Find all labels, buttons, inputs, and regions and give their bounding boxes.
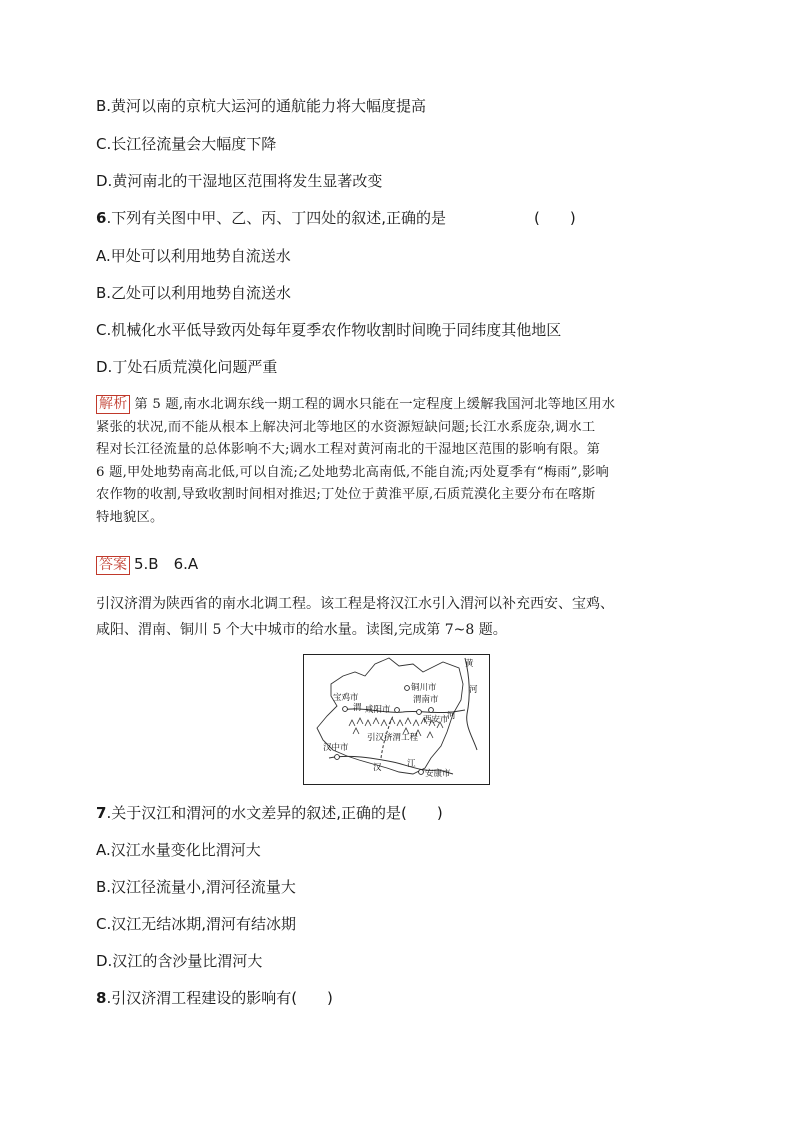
q7-option-b: B.汉江径流量小,渭河径流量大: [96, 878, 296, 896]
q6-option-a: A.甲处可以利用地势自流送水: [96, 247, 291, 265]
q6-stem: .下列有关图中甲、乙、丙、丁四处的叙述,正确的是: [106, 209, 446, 227]
analysis-line: 6 题,甲处地势南高北低,可以自流;乙处地势北高南低,不能自流;丙处夏季有“梅雨”,影响: [96, 464, 610, 480]
map-label-huang: 黄: [465, 659, 474, 669]
q7-number: 7: [96, 804, 107, 822]
intro-line-2: 咸阳、渭南、铜川 5 个大中城市的给水量。读图,完成第 7~8 题。: [96, 622, 507, 638]
q5-option-c: C.长江径流量会大幅度下降: [96, 135, 277, 153]
answer-tag: 答案: [96, 556, 130, 575]
q7-option-c: C.汉江无结冰期,渭河有结冰期: [96, 915, 297, 933]
answer-line: [96, 554, 198, 575]
weinan-marker: [429, 708, 434, 713]
map-label-wei: 渭: [353, 703, 362, 713]
xian-marker: [417, 710, 422, 715]
q5-option-b: B.黄河以南的京杭大运河的通航能力将大幅度提高: [96, 97, 427, 115]
map-label-he1: 河: [469, 685, 478, 695]
analysis-line: 解析 第 5 题,南水北调东线一期工程的调水只能在一定程度上缓解我国河北等地区用水: [96, 394, 700, 417]
q7-stem: .关于汉江和渭河的水文差异的叙述,正确的是( ): [106, 804, 443, 822]
q6-option-b: B.乙处可以利用地势自流送水: [96, 284, 292, 302]
map-label-ankang: 安康市: [425, 769, 451, 779]
q6-option-d: D.丁处石质荒漠化问题严重: [96, 358, 278, 376]
q7-option-a: A.汉江水量变化比渭河大: [96, 841, 261, 859]
analysis-line: 特地貌区。: [96, 509, 164, 525]
hanzhong-marker: [335, 755, 340, 760]
map-label-he2: 河: [447, 711, 456, 721]
q6-number: 6: [96, 209, 107, 227]
analysis-line: 农作物的收割,导致收割时间相对推迟;丁处位于黄淮平原,石质荒漠化主要分布在喀斯: [96, 487, 596, 502]
q5-option-d: D.黄河南北的干湿地区范围将发生显著改变: [96, 172, 383, 190]
map-label-han: 汉: [373, 763, 382, 773]
map-frame: [304, 655, 490, 785]
q6-answer-blank: ( ): [534, 209, 576, 227]
answer-text: 5.B 6.A: [134, 555, 199, 573]
map-label-baoji: 宝鸡市: [333, 693, 359, 703]
intro-line-1: 引汉济渭为陕西省的南水北调工程。该工程是将汉江水引入渭河以补充西安、宝鸡、: [96, 596, 614, 612]
analysis-line: 程对长江径流量的总体影响不大;调水工程对黄河南北的干湿地区范围的影响有限。第: [96, 442, 601, 457]
map-label-weinan: 渭南市: [413, 695, 439, 705]
tongchuan-marker: [405, 686, 410, 691]
q8-stem-line: [96, 988, 333, 1008]
ankang-marker: [419, 770, 424, 775]
q8-stem: .引汉济渭工程建设的影响有( ): [106, 989, 333, 1007]
intro-paragraph: [96, 591, 700, 643]
map-figure: [303, 654, 490, 785]
map-label-jiang: 江: [407, 759, 416, 769]
baoji-marker: [343, 707, 348, 712]
map-label-xian: 西安市: [423, 715, 449, 725]
q6-stem-line: [96, 208, 446, 228]
q8-number: 8: [96, 989, 107, 1007]
q6-option-c: C.机械化水平低导致丙处每年夏季农作物收割时间晚于同纬度其他地区: [96, 321, 562, 339]
map-label-tongchuan: 铜川市: [411, 683, 437, 693]
q7-stem-line: [96, 803, 443, 823]
xianyang-marker: [395, 708, 400, 713]
q7-option-d: D.汉江的含沙量比渭河大: [96, 952, 263, 970]
map-label-xianyang: 咸阳市: [365, 705, 391, 715]
analysis-line: 紧张的状况,而不能从根本上解决河北等地区的水资源短缺问题;长江水系庞杂,调水工: [96, 419, 596, 435]
map-label-project: 引汉济渭工程: [367, 733, 419, 743]
analysis-block: [96, 394, 700, 529]
map-label-hanzhong: 汉中市: [323, 743, 349, 753]
analysis-tag: 解析: [96, 395, 130, 414]
